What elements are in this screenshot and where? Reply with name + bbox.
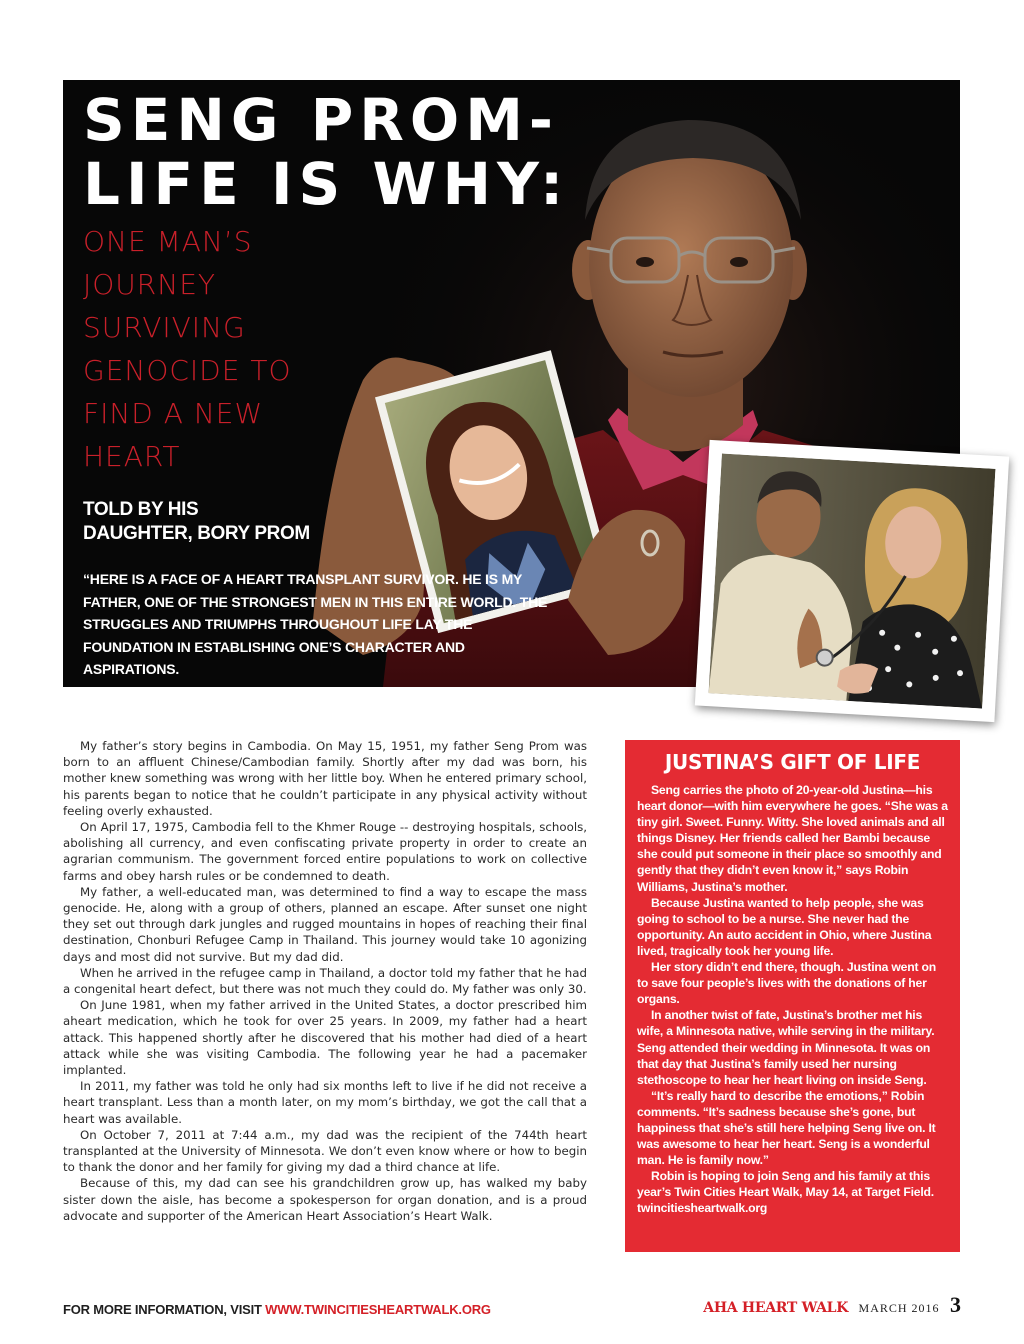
footer-folio [703,1292,961,1318]
article-paragraph: Because of this, my dad can see his grandchildren grow up, has walked my baby sister down the aisle, has become a spokesperson for organ donation, and is a proud advocate and supporter of the American Heart Association’s Heart Walk. [63,1176,587,1223]
footer-info [63,1302,491,1317]
pull-quote: “HERE IS A FACE OF A HEART TRANSPLANT SURVIVOR. HE IS MY FATHER, ONE OF THE STRONGEST MEN IN THIS ENTIRE WORLD. THE STRUGGLES AND TRIUMPHS THROUGHOUT LIFE LAY THE FOUNDATION IN ESTABLISHING ONE’S CHARACTER AND ASPIRATIONS. [83,571,548,677]
footer-issue-date: MARCH 2016 [858,1301,940,1315]
article-paragraph: My father’s story begins in Cambodia. On May 15, 1951, my father Seng Prom was born to an affluent Chinese/Cambodian family. Shortly after my dad was born, his mother knew something was wrong with her little boy. When he entered primary school, his parents began to notice that he couldn’t participate in any physical activity without feeling overly exhausted. [63,739,587,818]
article-paragraph: On October 7, 2011 at 7:44 a.m., my dad was the recipient of the 744th heart transplanted at the University of Minnesota. We don’t even know where or how to begin to thank the donor and her family for giving my dad a third chance at life. [63,1127,587,1175]
article-paragraph: My father, a well-educated man, was determined to find a way to escape the mass genocide. He, along with a group of others, planned an escape. After sunset one night they set out through dark jungles and rugged mountains in hopes of reaching their final destination, Chonburi Refugee Camp in Thailand. This journey would take 10 agonizing days and most did not survive. But my dad did. [63,884,587,964]
footer-info-text: FOR MORE INFORMATION, VISIT [63,1302,266,1317]
article-title-line2: LIFE IS WHY: [83,150,570,218]
article-subtitle: ONE MAN’S JOURNEY SURVIVING GENOCIDE TO FIND A NEW HEART [83,225,292,473]
sidebar-paragraph: Robin is hoping to join Seng and his family at this year’s Twin Cities Heart Walk, May 14, at Target Field. twincitiesheartwalk.org [637,1169,934,1216]
footer-brand: AHA HEART WALK [703,1300,849,1316]
page-number: 3 [950,1292,961,1317]
article-paragraph: On June 1981, when my father arrived in the United States, a doctor prescribed him aheart medication, which he took for over 25 years. In 2009, my father had a heart attack. This happened shortly after he discovered that his mother had died of a heart attack while she was visiting Cambodia. The following year he had a pacemaker implanted. [63,998,587,1078]
byline [83,498,383,546]
article-body [63,738,587,1224]
article-title [83,88,569,216]
byline-line1: TOLD BY HIS [83,499,199,520]
sidebar-title: JUSTINA’S GIFT OF LIFE [664,750,921,774]
sidebar-paragraph: Her story didn’t end there, though. Justina went on to save four people’s lives with the donations of her organs. [637,960,937,1007]
footer-website-link[interactable]: WWW.TWINCITIESHEARTWALK.ORG [265,1302,491,1317]
sidebar-justinas-gift [625,740,960,1252]
byline-line2: DAUGHTER, BORY PROM [83,523,310,544]
inset-photo-stethoscope [709,454,996,709]
article-paragraph: When he arrived in the refugee camp in Thailand, a doctor told my father that he had a congenital heart defect, but there was not much they could do. My father was only 30. [63,965,587,997]
sidebar-paragraph: Because Justina wanted to help people, she was going to school to be a nurse. She never had the opportunity. An auto accident in Ohio, where Justina lived, tragically took her young life. [637,895,932,958]
article-title-line1: SENG PROM- [83,86,559,154]
article-paragraph: In 2011, my father was told he only had six months left to live if he did not receive a heart transplant. Less than a month later, on my mom’s birthday, we got the call that a heart was available. [63,1079,587,1126]
sidebar-paragraph: Seng carries the photo of 20-year-old Justina—his heart donor—with him everywhere he goes. “She was a tiny girl. Sweet. Funny. Witty. She loved animals and all things Disney. Her friends called her Bambi because she could put someone in their place so smoothly and gently that they didn’t even know it,” says Robin Williams, Justina’s mother. [637,783,948,894]
sidebar-paragraph: “It’s really hard to describe the emotions,” Robin comments. “It’s sadness because she’s gone, but happiness that she’s still here helping Seng live on. It was awesome to hear her heart. Seng is a wonderful man. He is family now.” [637,1088,936,1168]
article-paragraph: On April 17, 1975, Cambodia fell to the Khmer Rouge -- destroying hospitals, schools, abolishing all currency, and even confiscating private property in order to create an agrarian communism. The government forced entire populations to work on collective farms and obey harsh rules or be condemned to death. [63,820,587,883]
inset-photo-frame [695,440,1009,722]
sidebar-paragraph: In another twist of fate, Justina’s brother met his wife, a Minnesota native, while serving in the military. Seng attended their wedding in Minnesota. It was on that day that Justina’s family used her nursing stethoscope to hear her heart living on inside Seng. [637,1008,935,1087]
